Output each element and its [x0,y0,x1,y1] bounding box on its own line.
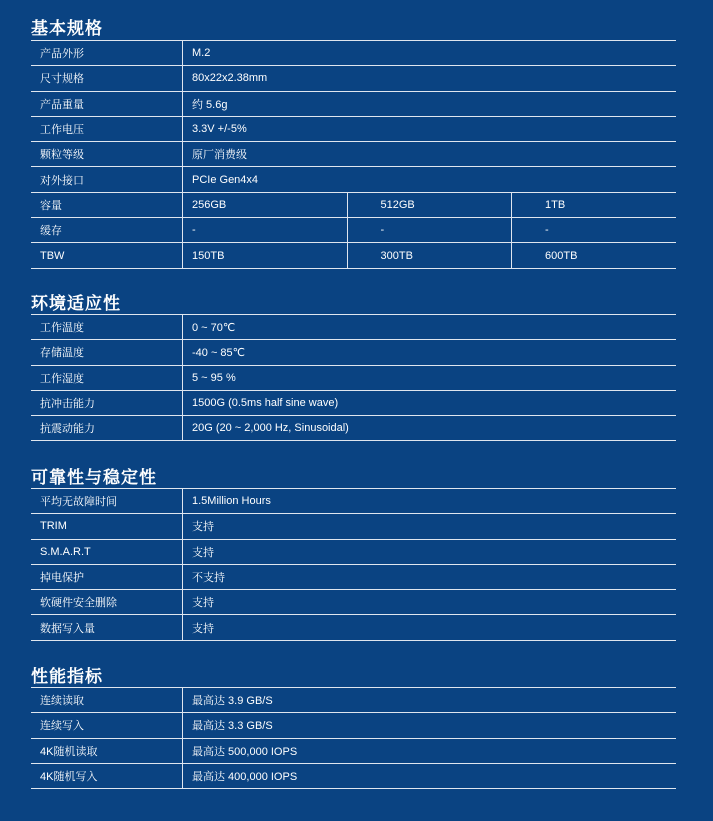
cache-256gb: - [183,218,348,243]
table-row [31,243,676,268]
spec-value: 支持 [183,539,677,564]
spec-label: 产品外形 [31,41,183,66]
spec-value: M.2 [183,41,677,66]
spec-label: 对外接口 [31,167,183,192]
table-row [31,416,676,441]
table-row [31,514,676,539]
table-row [31,218,676,243]
spec-label: 工作电压 [31,116,183,141]
spec-value: 3.3V +/-5% [183,116,677,141]
spec-label: 产品重量 [31,91,183,116]
spec-label: 连续读取 [31,688,183,713]
spec-value: 0 ~ 70℃ [183,315,677,340]
tbw-1tb: 600TB [512,243,677,268]
spec-value: 支持 [183,615,677,640]
spec-label: 尺寸规格 [31,66,183,91]
spec-label: 平均无故障时间 [31,489,183,514]
spec-label: 缓存 [31,218,183,243]
spec-value: 20G (20 ~ 2,000 Hz, Sinusoidal) [183,416,677,441]
spec-value: 不支持 [183,564,677,589]
spec-label: 颗粒等级 [31,142,183,167]
basic-specs-table [31,40,676,269]
table-row [31,539,676,564]
spec-value: 约 5.6g [183,91,677,116]
spec-value: 最高达 400,000 IOPS [183,763,677,788]
table-row [31,192,676,217]
capacity-256gb: 256GB [183,192,348,217]
environment-table [31,314,676,441]
spec-label: 掉电保护 [31,564,183,589]
section-title-basic-specs: 基本规格 [31,19,103,38]
spec-label: 抗震动能力 [31,416,183,441]
reliability-table [31,488,676,641]
section-title-environment: 环境适应性 [31,294,121,313]
spec-value: 最高达 3.3 GB/S [183,713,677,738]
tbw-512gb: 300TB [347,243,512,268]
cache-512gb: - [347,218,512,243]
capacity-512gb: 512GB [347,192,512,217]
table-row [31,390,676,415]
performance-table [31,687,676,789]
cache-1tb: - [512,218,677,243]
table-row [31,713,676,738]
table-row [31,315,676,340]
spec-value: 支持 [183,514,677,539]
spec-value: 最高达 3.9 GB/S [183,688,677,713]
table-row [31,142,676,167]
spec-label: TRIM [31,514,183,539]
table-row [31,167,676,192]
table-row [31,615,676,640]
spec-value: 80x22x2.38mm [183,66,677,91]
table-row [31,564,676,589]
spec-value: 1.5Million Hours [183,489,677,514]
spec-value: 1500G (0.5ms half sine wave) [183,390,677,415]
table-row [31,590,676,615]
section-title-performance: 性能指标 [31,667,103,686]
table-row [31,340,676,365]
table-row [31,489,676,514]
table-row [31,688,676,713]
table-row [31,116,676,141]
spec-label: 数据写入量 [31,615,183,640]
spec-label: TBW [31,243,183,268]
table-row [31,41,676,66]
table-row [31,91,676,116]
spec-label: 抗冲击能力 [31,390,183,415]
spec-label: 软硬件安全删除 [31,590,183,615]
spec-label: 4K随机读取 [31,738,183,763]
spec-label: 工作温度 [31,315,183,340]
table-row [31,763,676,788]
spec-label: 连续写入 [31,713,183,738]
spec-value: 原厂消费级 [183,142,677,167]
table-row [31,738,676,763]
spec-label: 容量 [31,192,183,217]
section-title-reliability: 可靠性与稳定性 [31,468,157,487]
spec-label: 工作湿度 [31,365,183,390]
table-row [31,365,676,390]
spec-label: 存储温度 [31,340,183,365]
spec-label: 4K随机写入 [31,763,183,788]
table-row [31,66,676,91]
spec-value: -40 ~ 85℃ [183,340,677,365]
spec-label: S.M.A.R.T [31,539,183,564]
tbw-256gb: 150TB [183,243,348,268]
capacity-1tb: 1TB [512,192,677,217]
spec-value: PCIe Gen4x4 [183,167,677,192]
spec-value: 最高达 500,000 IOPS [183,738,677,763]
spec-value: 5 ~ 95 % [183,365,677,390]
spec-value: 支持 [183,590,677,615]
